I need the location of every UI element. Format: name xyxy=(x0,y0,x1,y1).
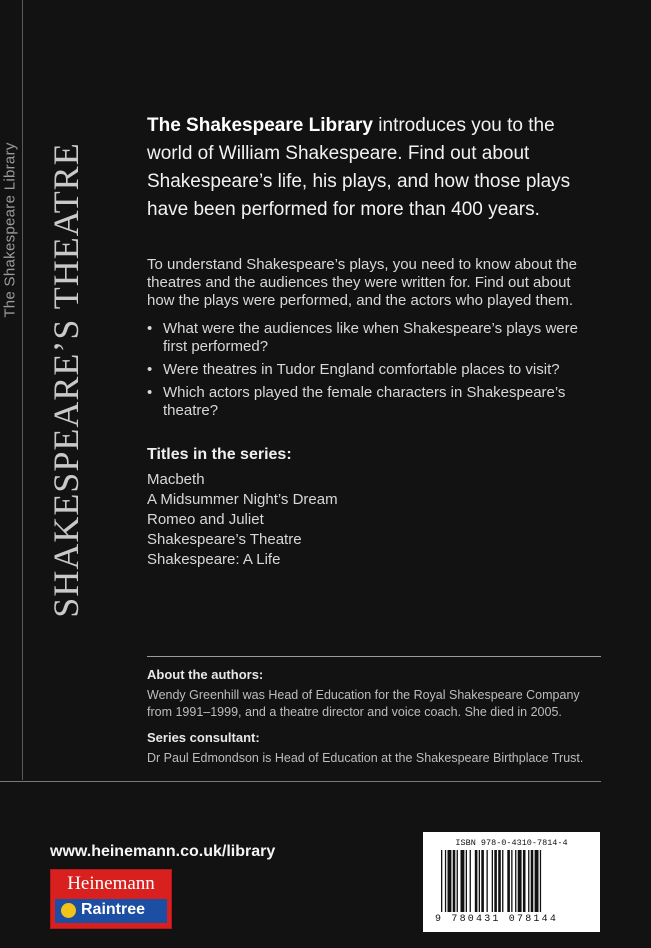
logo-raintree: Raintree xyxy=(81,901,146,918)
consultant-heading: Series consultant: xyxy=(147,730,260,745)
barcode-bar xyxy=(492,850,493,912)
barcode-bar xyxy=(523,850,526,912)
barcode-bar xyxy=(448,850,452,912)
isbn-label: ISBN 978-0-4310-7814-4 xyxy=(455,838,568,848)
barcode-number: 9 780431 078144 xyxy=(435,914,559,925)
barcode-bar xyxy=(507,850,510,912)
list-item: A Midsummer Night’s Dream xyxy=(147,491,338,508)
authors-heading: About the authors: xyxy=(147,667,264,682)
consultant-text: Dr Paul Edmondson is Head of Education at the Shakespeare Birthplace Trust. xyxy=(147,751,584,765)
barcode-icon xyxy=(441,850,583,914)
barcode-bar xyxy=(445,850,446,912)
description-paragraph: To understand Shakespeare’s plays, you need to know about the theatres and the audiences they were written for. Find out about how the plays were performed, and the actors who played them. xyxy=(147,256,578,309)
list-item: Shakespeare: A Life xyxy=(147,551,281,568)
divider-upper xyxy=(147,656,601,657)
vertical-book-title: SHAKESPEARE’S THEATRE xyxy=(46,142,86,618)
logo-heinemann: Heinemann xyxy=(67,873,155,894)
barcode-bar xyxy=(518,850,522,912)
barcode-bar xyxy=(531,850,534,912)
list-item: Shakespeare’s Theatre xyxy=(147,531,302,548)
barcode-bar xyxy=(461,850,465,912)
barcode-bar xyxy=(487,850,488,912)
logo-raintree-band xyxy=(55,899,167,923)
barcode-bar xyxy=(494,850,497,912)
series-title-list xyxy=(147,470,338,570)
barcode-bar xyxy=(466,850,467,912)
barcode-bar xyxy=(475,850,478,912)
list-item: Romeo and Juliet xyxy=(147,511,264,528)
website-link[interactable]: www.heinemann.co.uk/library xyxy=(50,843,276,860)
leaf-icon xyxy=(61,903,76,918)
list-item: • Were theatres in Tudor England comfortable places to visit? xyxy=(147,361,599,379)
barcode-bar xyxy=(457,850,458,912)
spine-edge xyxy=(0,0,23,780)
barcode-bar xyxy=(535,850,539,912)
list-item: • Which actors played the female characters in Shakespeare’s theatre? xyxy=(147,384,599,420)
intro-paragraph xyxy=(147,112,597,224)
barcode-bar xyxy=(540,850,541,912)
barcode-bar xyxy=(498,850,501,912)
barcode-bar xyxy=(528,850,529,912)
barcode-bar xyxy=(453,850,456,912)
barcode-bar xyxy=(441,850,442,912)
barcode-bar xyxy=(479,850,480,912)
question-list xyxy=(147,320,599,425)
list-item: • What were the audiences like when Shakespeare’s plays were first performed? xyxy=(147,320,599,356)
barcode-bar xyxy=(481,850,484,912)
barcode-bar xyxy=(515,850,516,912)
barcode-bar xyxy=(511,850,512,912)
intro-bold: The Shakespeare Library xyxy=(147,115,373,136)
publisher-logo xyxy=(50,869,172,929)
barcode-bar xyxy=(470,850,471,912)
intro-rest: introduces you to the world of William Shakespeare. Find out about Shakespeare’s life, his plays, and how those plays have been performed for more than 400 years. xyxy=(147,115,571,220)
list-item: Macbeth xyxy=(147,471,205,488)
spine-series-text: The Shakespeare Library xyxy=(1,142,19,318)
divider-lower xyxy=(0,781,601,782)
barcode-box xyxy=(423,832,600,932)
series-heading: Titles in the series: xyxy=(147,446,292,463)
authors-text: Wendy Greenhill was Head of Education for the Royal Shakespeare Company from 1991–1999, and a theatre director and voice coach. She died in 2005. xyxy=(147,688,580,719)
barcode-bar xyxy=(502,850,503,912)
